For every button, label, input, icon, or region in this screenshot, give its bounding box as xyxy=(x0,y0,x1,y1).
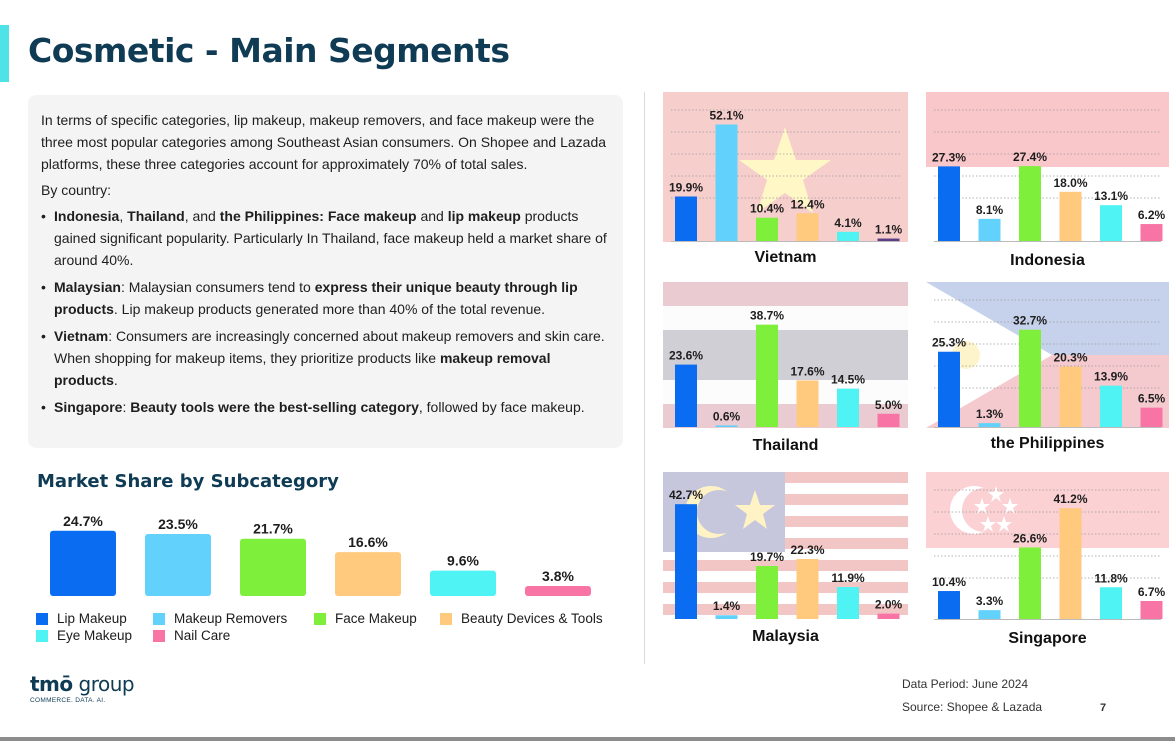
data-label-lip-makeup: 10.4% xyxy=(931,575,967,590)
bar-eye-makeup xyxy=(1100,587,1122,619)
bar-face-makeup xyxy=(240,539,306,596)
country-name-philippines: the Philippines xyxy=(990,435,1105,452)
data-label-lip-makeup: 23.6% xyxy=(668,348,704,363)
bar-eye-makeup xyxy=(837,389,859,427)
data-label-makeup-removers: 1.4% xyxy=(712,599,741,614)
bar-nail-care xyxy=(878,414,900,427)
thailand-bars xyxy=(663,282,908,430)
data-label-lip-makeup: 25.3% xyxy=(931,335,967,350)
bottom-border xyxy=(0,737,1175,741)
bar-makeup-removers xyxy=(979,219,1001,241)
bullet-vietnam: • Vietnam: Consumers are increasingly concerned about makeup removers and skin care. When shopping for makeup items, they prioritize products like makeup removal products. xyxy=(41,325,609,391)
by-country-label: By country: xyxy=(41,182,112,198)
data-label-lip-makeup: 42.7% xyxy=(668,488,704,503)
legend-item-lip-makeup: Lip Makeup xyxy=(36,611,127,626)
bar-beauty-tools xyxy=(335,552,401,596)
bar-eye-makeup xyxy=(837,232,859,241)
data-label-eye-makeup: 13.9% xyxy=(1093,369,1129,384)
bar-face-makeup xyxy=(1019,166,1041,241)
market-share-chart xyxy=(36,503,626,601)
philippines-bars xyxy=(926,282,1169,430)
bar-face-makeup xyxy=(756,218,778,241)
bar-face-makeup xyxy=(1019,547,1041,619)
bar-lip-makeup xyxy=(675,196,697,241)
page-title: Cosmetic - Main Segments xyxy=(28,31,510,70)
bar-beauty-tools xyxy=(797,213,819,241)
data-label-beauty-tools: 16.6% xyxy=(348,534,388,551)
bar-makeup-removers xyxy=(979,423,1001,427)
bar-face-makeup xyxy=(1019,330,1041,427)
data-label-beauty-tools: 18.0% xyxy=(1053,175,1088,190)
data-label-face-makeup: 10.4% xyxy=(749,201,785,216)
singapore-bars xyxy=(926,472,1169,622)
malaysia-bars xyxy=(663,472,908,622)
bar-nail-care xyxy=(1141,224,1163,241)
bar-makeup-removers xyxy=(716,615,738,619)
data-label-eye-makeup: 9.6% xyxy=(447,552,479,569)
data-label-makeup-removers: 0.6% xyxy=(712,409,741,424)
data-source: Source: Shopee & Lazada xyxy=(902,700,1043,714)
data-label-nail-care: 6.2% xyxy=(1137,208,1166,223)
data-label-nail-care: 3.8% xyxy=(542,567,574,584)
bar-eye-makeup xyxy=(1100,386,1122,427)
legend-swatch xyxy=(440,613,452,625)
legend-swatch xyxy=(314,613,326,625)
data-label-beauty-tools: 22.3% xyxy=(790,543,825,558)
data-label-lip-makeup: 19.9% xyxy=(668,180,704,195)
country-name-singapore: Singapore xyxy=(1008,630,1087,647)
malaysia-panel xyxy=(663,472,908,650)
bar-lip-makeup xyxy=(675,365,697,427)
data-label-face-makeup: 32.7% xyxy=(1012,313,1048,328)
data-label-makeup-removers: 23.5% xyxy=(158,515,198,532)
data-label-makeup-removers: 3.3% xyxy=(975,594,1004,609)
legend-swatch xyxy=(153,630,165,642)
bar-makeup-removers xyxy=(145,534,211,596)
singapore-panel xyxy=(926,472,1169,650)
data-label-eye-makeup: 11.8% xyxy=(1094,571,1128,586)
bar-face-makeup xyxy=(756,325,778,427)
data-label-beauty-tools: 20.3% xyxy=(1053,350,1088,365)
bar-nail-care xyxy=(1141,408,1163,427)
country-name-malaysia: Malaysia xyxy=(752,628,819,645)
title-accent-bar xyxy=(0,25,9,82)
data-label-nail-care: 6.5% xyxy=(1137,391,1166,406)
thailand-panel xyxy=(663,282,908,460)
data-label-face-makeup: 21.7% xyxy=(253,520,293,537)
bar-makeup-removers xyxy=(979,610,1001,619)
country-name-thailand: Thailand xyxy=(752,437,819,454)
intro-paragraph: In terms of specific categories, lip makeup, makeup removers, and face makeup were the three most popular categories among Southeast Asian consumers. On Shopee and Lazada platforms, these three categories account for approximately 70% of total sales. xyxy=(41,112,607,172)
data-label-lip-makeup: 24.7% xyxy=(63,512,103,529)
data-label-nail-care: 6.7% xyxy=(1137,584,1166,599)
indonesia-bars xyxy=(926,92,1169,244)
country-name-indonesia: Indonesia xyxy=(1010,252,1085,269)
data-label-face-makeup: 38.7% xyxy=(749,308,785,323)
indonesia-panel xyxy=(926,92,1169,274)
bar-lip-makeup xyxy=(938,591,960,619)
market-share-title: Market Share by Subcategory xyxy=(37,471,339,492)
legend-item-beauty-tools: Beauty Devices & Tools xyxy=(440,611,603,626)
bar-beauty-tools xyxy=(797,380,819,427)
bar-beauty-tools xyxy=(1060,367,1082,427)
bar-makeup-removers xyxy=(716,425,738,427)
logo-tagline: COMMERCE. DATA. AI. xyxy=(30,697,106,704)
bullet-malaysia: • Malaysian: Malaysian consumers tend to express their unique beauty through lip products. Lip makeup products generated more than 40% of the total revenue. xyxy=(41,276,609,320)
bar-nail-care xyxy=(1141,601,1163,619)
bar-lip-makeup xyxy=(50,531,116,596)
data-label-nail-care: 1.1% xyxy=(874,222,903,237)
data-period: Data Period: June 2024 xyxy=(902,677,1029,691)
country-name-vietnam: Vietnam xyxy=(754,249,817,266)
divider-line xyxy=(644,92,645,664)
data-label-eye-makeup: 4.1% xyxy=(834,215,862,230)
bar-face-makeup xyxy=(756,566,778,619)
legend-item-eye-makeup: Eye Makeup xyxy=(36,628,132,643)
legend-item-face-makeup: Face Makeup xyxy=(314,611,417,626)
legend-swatch xyxy=(153,613,165,625)
legend-item-makeup-removers: Makeup Removers xyxy=(153,611,287,626)
data-label-lip-makeup: 27.3% xyxy=(931,150,967,165)
legend-swatch xyxy=(36,630,48,642)
data-label-beauty-tools: 41.2% xyxy=(1053,492,1088,507)
bar-lip-makeup xyxy=(675,504,697,619)
data-label-face-makeup: 27.4% xyxy=(1012,150,1048,165)
legend-item-nail-care: Nail Care xyxy=(153,628,230,643)
bar-eye-makeup xyxy=(1100,205,1122,241)
page-number: 7 xyxy=(1100,702,1107,714)
bar-beauty-tools xyxy=(1060,508,1082,619)
country-bullets xyxy=(41,205,609,418)
bar-eye-makeup xyxy=(837,587,859,619)
bar-nail-care xyxy=(525,586,591,596)
bullet-indonesia-thailand-philippines: • Indonesia, Thailand, and the Philippines: Face makeup and lip makeup products gained significant popularity. Particularly In Thailand, face makeup held a market share of around 40%. xyxy=(41,205,609,271)
data-label-eye-makeup: 13.1% xyxy=(1093,189,1129,204)
bullet-singapore: • Singapore: Beauty tools were the best-selling category, followed by face makeup. xyxy=(41,396,609,418)
philippines-panel xyxy=(926,282,1169,460)
bar-beauty-tools xyxy=(1060,192,1082,241)
bar-nail-care xyxy=(878,614,900,619)
bar-makeup-removers xyxy=(716,124,738,241)
vietnam-bars xyxy=(663,92,908,244)
data-label-face-makeup: 19.7% xyxy=(749,550,785,565)
data-label-makeup-removers: 8.1% xyxy=(975,202,1004,217)
data-label-eye-makeup: 11.9% xyxy=(831,571,865,586)
bar-beauty-tools xyxy=(797,559,819,619)
bar-eye-makeup xyxy=(430,571,496,596)
data-label-nail-care: 2.0% xyxy=(874,597,903,612)
data-label-beauty-tools: 17.6% xyxy=(790,364,825,379)
legend-swatch xyxy=(36,613,48,625)
data-label-eye-makeup: 14.5% xyxy=(830,372,866,387)
tmo-group-logo xyxy=(30,672,134,704)
bar-lip-makeup xyxy=(938,166,960,241)
data-label-face-makeup: 26.6% xyxy=(1012,531,1048,546)
vietnam-panel xyxy=(663,92,908,274)
bar-nail-care xyxy=(878,239,900,241)
data-label-beauty-tools: 12.4% xyxy=(790,197,825,212)
summary-text-box xyxy=(28,95,623,448)
bar-lip-makeup xyxy=(938,352,960,427)
data-label-makeup-removers: 52.1% xyxy=(709,108,744,123)
data-label-makeup-removers: 1.3% xyxy=(975,407,1004,422)
data-label-nail-care: 5.0% xyxy=(874,397,903,412)
logo-wordmark: tmō group xyxy=(30,672,135,696)
